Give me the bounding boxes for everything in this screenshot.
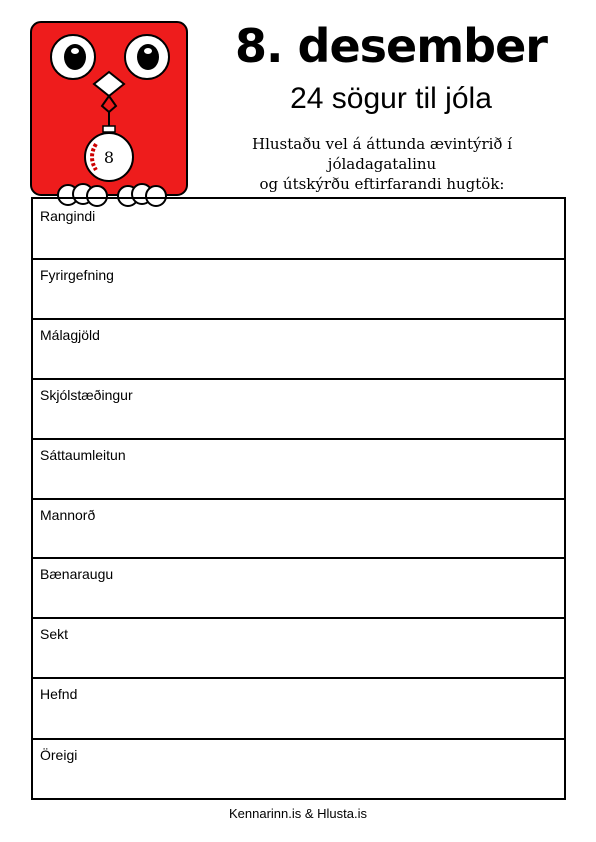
page-subtitle: 24 sögur til jóla — [290, 82, 492, 115]
term-label: Rangindi — [40, 208, 96, 224]
term-label: Sáttaumleitun — [40, 447, 126, 463]
footer-credit: Kennarinn.is & Hlusta.is — [228, 806, 367, 821]
page-title: 8. desember — [235, 19, 547, 73]
term-row — [33, 498, 564, 559]
owl-right-eye — [125, 35, 169, 79]
term-row — [33, 318, 564, 380]
term-row — [33, 557, 564, 619]
term-label: Mannorð — [40, 507, 96, 523]
owl-mascot-illustration — [30, 20, 190, 210]
terms-table — [31, 197, 566, 800]
term-label: Málagjöld — [40, 327, 100, 343]
term-row — [33, 438, 564, 500]
term-label: Fyrirgefning — [40, 267, 114, 283]
term-label: Öreigi — [40, 747, 78, 763]
instructions-text — [196, 134, 568, 194]
instructions-line-1: Hlustaðu vel á áttunda ævintýrið í jóladagatalinu — [251, 135, 513, 173]
instructions-line-2: og útskýrðu eftirfarandi hugtök: — [259, 175, 505, 193]
term-row — [33, 617, 564, 679]
term-label: Skjólstæðingur — [40, 387, 133, 403]
term-label: Hefnd — [40, 686, 78, 702]
term-label: Bænaraugu — [40, 566, 114, 582]
owl-left-eye — [51, 35, 95, 79]
term-row — [33, 677, 564, 740]
term-row — [33, 738, 564, 800]
term-row — [33, 199, 564, 260]
ornament-number: 8 — [103, 148, 115, 167]
term-row — [33, 378, 564, 440]
term-row — [33, 258, 564, 320]
term-label: Sekt — [40, 626, 69, 642]
